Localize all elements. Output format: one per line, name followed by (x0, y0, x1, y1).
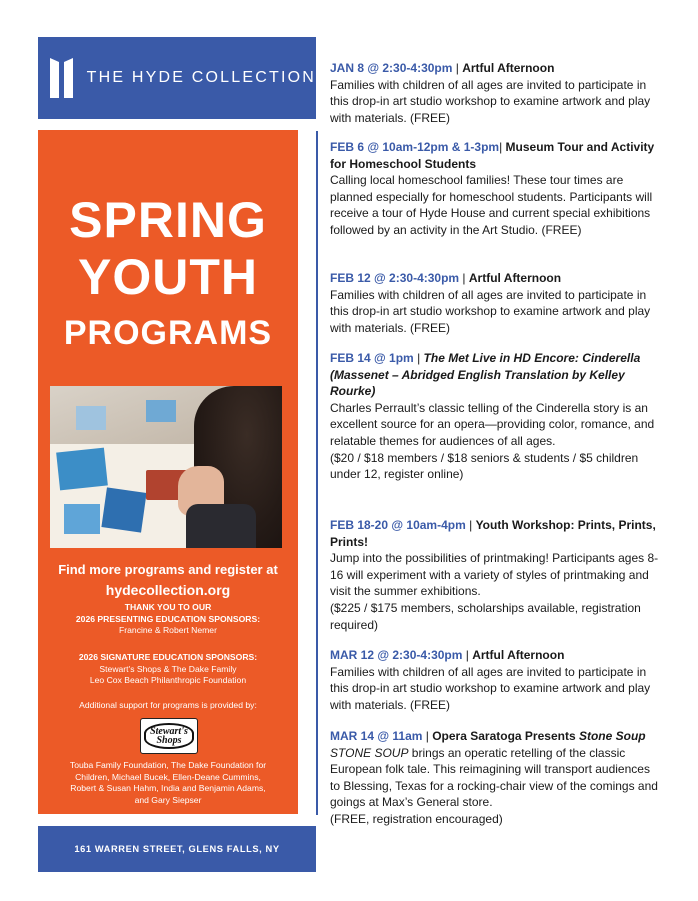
additional-support: Additional support for programs is provided by: (79, 700, 257, 710)
title-line-2: YOUTH (78, 249, 258, 305)
donors-line-4: and Gary Siepser (134, 794, 202, 805)
event-date: FEB 14 @ 1pm (330, 351, 414, 365)
event-date: FEB 12 @ 2:30-4:30pm (330, 271, 460, 285)
title-line-3: PROGRAMS (63, 314, 273, 352)
signature-line-2: Leo Cox Beach Philanthropic Foundation (89, 675, 247, 685)
find-more-text: Find more programs and register at (58, 562, 278, 577)
event-pricing: ($225 / $175 members, scholarships available, registration required) (330, 600, 641, 632)
event-separator: | (422, 729, 433, 743)
event-separator: | (413, 351, 424, 365)
event-title: Museum Tour and Activity for Homeschool Students (330, 140, 655, 171)
event-feb-14 (330, 350, 660, 483)
presenting-heading-1: THANK YOU TO OUR (124, 602, 212, 612)
event-description: Families with children of all ages are invited to participate in this drop-in art studio workshop to examine artwork and play with materials. (FREE) (330, 664, 651, 712)
event-separator: | (459, 271, 469, 285)
event-description: Charles Perrault’s classic telling of the Cinderella story is an excellent source for an opera—providing color, romance, and relatable themes for audiences of all ages. (330, 400, 655, 448)
presenting-heading-2: 2026 PRESENTING EDUCATION SPONSORS: (75, 613, 261, 624)
event-separator: | (465, 518, 476, 532)
hyde-logo-icon (50, 58, 71, 98)
title-line-1: SPRING (69, 192, 267, 248)
event-feb-12 (330, 270, 660, 336)
event-description-text: brings an operatic retelling of the classic European folk tale. This reimagining will transport audiences to Blessing, Texas for a rocking-chair view of the comings and goings at Max’s General store. (330, 745, 658, 810)
website-link[interactable]: hydecollection.org (105, 582, 231, 598)
event-title-italic: Stone Soup (578, 729, 646, 743)
signature-sponsors (38, 652, 298, 687)
donors-line-3: Robert & Susan Hahm, India and Benjamin Adams, (70, 783, 266, 793)
event-description (330, 745, 660, 811)
event-title: Youth Workshop: Prints, Prints, Prints! (330, 518, 656, 549)
event-description: Families with children of all ages are invited to participate in this drop-in art studio workshop to examine artwork and play with materials. (FREE) (330, 77, 651, 125)
signature-line-1: Stewart's Shops & The Dake Family (99, 663, 237, 674)
logo-text-1: Stewart's (150, 726, 188, 737)
event-separator: | (462, 648, 473, 662)
event-separator: | (499, 140, 506, 154)
donor-list (38, 760, 298, 806)
event-description-italic: STONE SOUP (330, 745, 409, 760)
donors-line-1: Touba Family Foundation, The Dake Foundation for (69, 760, 267, 770)
event-title: The Met Live in HD Encore: Cinderella (Massenet – Abridged English Translation by Kelley Rourke) (330, 351, 641, 399)
event-description: Calling local homeschool families! These tour times are planned especially for homeschool students. Participants will receive a tour of Hyde House and current special exhibitions followed by an activity in the Art Studio. (FREE) (330, 173, 653, 237)
address: 161 WARREN STREET, GLENS FALLS, NY (74, 844, 280, 854)
event-date: JAN 8 @ 2:30-4:30pm (330, 61, 453, 75)
stewarts-shops-logo (140, 718, 198, 754)
org-name: THE HYDE COLLECTION (86, 69, 316, 86)
event-title: Opera Saratoga Presents (432, 729, 579, 743)
column-divider (316, 131, 318, 815)
event-separator: | (452, 61, 463, 75)
event-jan-8 (330, 60, 660, 126)
event-feb-18-20 (330, 517, 660, 633)
event-description: Families with children of all ages are invited to participate in this drop-in art studio workshop to examine artwork and play with materials. (FREE) (330, 287, 651, 335)
header-banner (38, 37, 316, 119)
event-title: Artful Afternoon (472, 648, 565, 662)
event-date: FEB 18-20 @ 10am-4pm (330, 518, 466, 532)
event-mar-14 (330, 728, 660, 828)
event-pricing: (FREE, registration encouraged) (330, 811, 503, 826)
donors-line-2: Children, Michael Bucek, Ellen-Deane Cummins, (75, 771, 261, 782)
event-date: MAR 12 @ 2:30-4:30pm (330, 648, 463, 662)
logo-text-2: Shops (156, 735, 182, 746)
presenting-sponsors (38, 602, 298, 637)
child-art-photo (50, 386, 282, 548)
event-title: Artful Afternoon (468, 271, 562, 285)
event-title: Artful Afternoon (462, 61, 555, 75)
address-footer (38, 826, 316, 872)
presenting-names: Francine & Robert Nemer (119, 625, 217, 635)
event-feb-6 (330, 139, 660, 239)
event-mar-12 (330, 647, 660, 713)
signature-heading: 2026 SIGNATURE EDUCATION SPONSORS: (78, 652, 258, 662)
event-date: FEB 6 @ 10am-12pm & 1-3pm (330, 140, 500, 154)
event-date: MAR 14 @ 11am (330, 729, 423, 743)
event-pricing: ($20 / $18 members / $18 seniors & students / $5 children under 12, register online) (330, 450, 639, 482)
promo-panel (38, 130, 298, 814)
event-description: Jump into the possibilities of printmaking! Participants ages 8-16 will experiment with a variety of styles of printmaking and visit the summer exhibitions. (330, 551, 659, 599)
find-more (38, 560, 298, 600)
